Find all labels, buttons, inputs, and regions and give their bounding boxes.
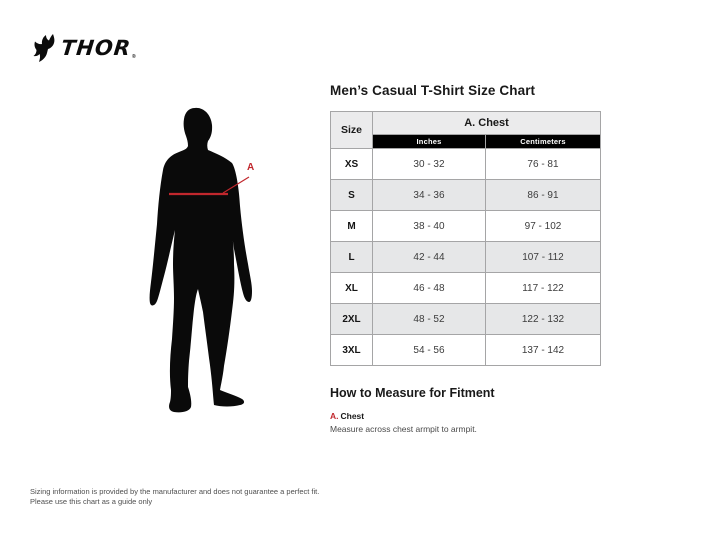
centimeters-cell: 137 - 142 [486,335,601,366]
chest-group-header: A. Chest [373,112,601,135]
table-header-row [331,112,601,135]
measure-description: Measure across chest armpit to armpit. [330,424,477,435]
how-to-measure-title: How to Measure for Fitment [330,386,495,400]
disclaimer-line-2: Please use this chart as a guide only [30,496,153,506]
size-cell: 3XL [331,335,373,366]
centimeters-cell: 76 - 81 [486,149,601,180]
brand-wordmark: THOR [59,35,133,60]
page-title: Men’s Casual T-Shirt Size Chart [330,83,536,98]
size-cell: S [331,180,373,211]
inches-cell: 46 - 48 [373,273,486,304]
disclaimer-text [30,487,319,506]
brand-logo [33,34,136,62]
measure-item-chest [330,411,601,434]
inches-cell: 42 - 44 [373,242,486,273]
size-chart-panel [330,83,601,434]
size-cell: XS [331,149,373,180]
inches-column-header: Inches [373,135,486,149]
inches-cell: 38 - 40 [373,211,486,242]
inches-cell: 34 - 36 [373,180,486,211]
size-table [330,111,601,366]
disclaimer-line-1: Sizing information is provided by the manufacturer and does not guarantee a perfect fit. [30,487,320,496]
size-cell: L [331,242,373,273]
registered-mark: ® [131,54,136,60]
table-row [331,273,601,304]
centimeters-cell: 122 - 132 [486,304,601,335]
inches-cell: 30 - 32 [373,149,486,180]
chest-measure-letter: A [247,162,255,173]
size-cell: XL [331,273,373,304]
centimeters-cell: 86 - 91 [486,180,601,211]
centimeters-cell: 97 - 102 [486,211,601,242]
thor-horns-icon [33,34,59,62]
table-row [331,304,601,335]
table-row [331,335,601,366]
body-silhouette-figure [147,106,257,418]
centimeters-cell: 107 - 112 [486,242,601,273]
table-row [331,242,601,273]
table-row [331,180,601,211]
table-row [331,149,601,180]
measure-letter: A. [330,411,339,421]
size-cell: 2XL [331,304,373,335]
inches-cell: 48 - 52 [373,304,486,335]
size-column-header: Size [331,112,373,149]
measure-name: Chest [340,411,365,421]
centimeters-column-header: Centimeters [486,135,601,149]
centimeters-cell: 117 - 122 [486,273,601,304]
size-cell: M [331,211,373,242]
inches-cell: 54 - 56 [373,335,486,366]
table-row [331,211,601,242]
